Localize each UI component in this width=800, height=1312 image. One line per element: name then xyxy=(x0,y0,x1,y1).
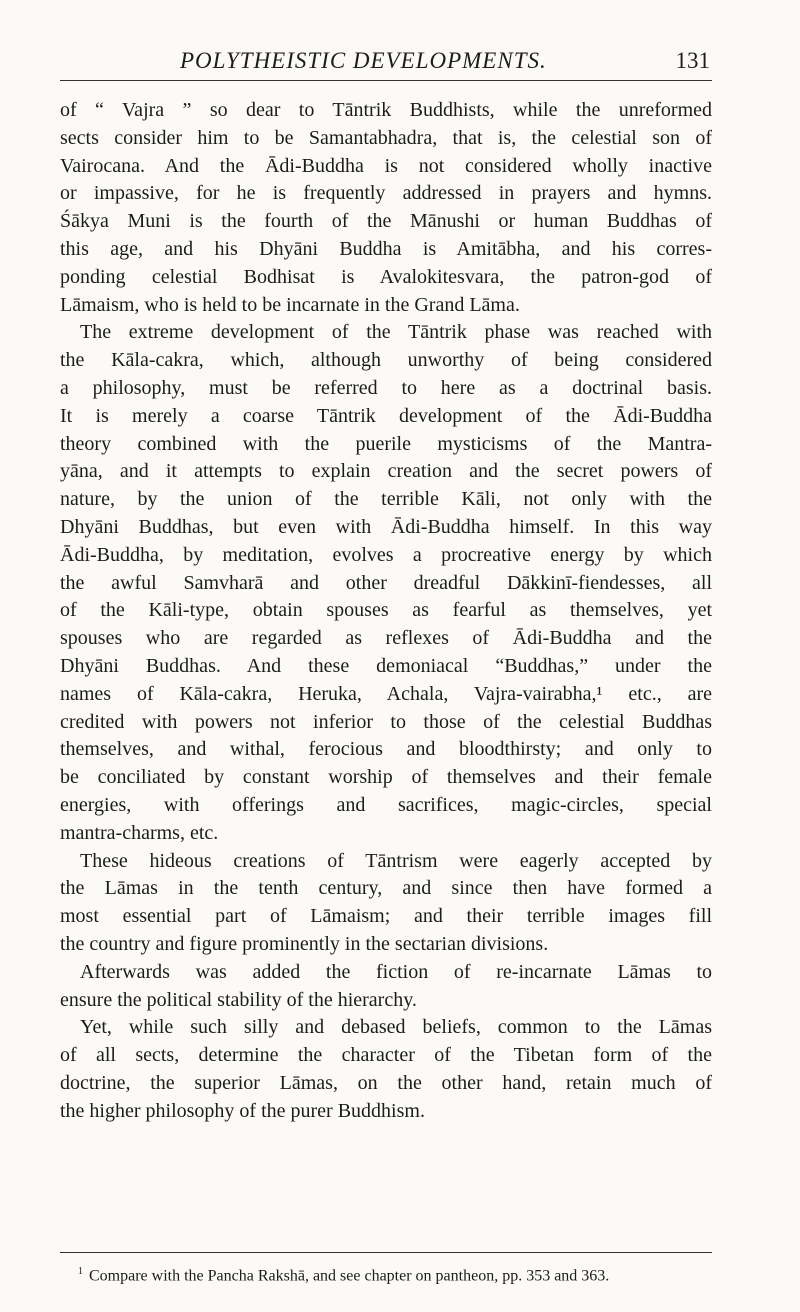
footnote-rule xyxy=(60,1252,712,1253)
text-line: spouses who are regarded as reflexes of Ādi-Buddha and the xyxy=(60,627,712,650)
body-text xyxy=(60,97,712,1125)
text-line: the country and figure prominently in the sectarian divisions. xyxy=(60,932,549,955)
text-line: the higher philosophy of the purer Buddhism. xyxy=(60,1099,425,1122)
text-line: the Lāmas in the tenth century, and since then have formed a xyxy=(60,877,712,900)
text-line: most essential part of Lāmaism; and their terrible images fill xyxy=(60,905,712,928)
text-line: the Kāla-cakra, which, although unworthy of being considered xyxy=(60,349,712,372)
text-line: Ādi-Buddha, by meditation, evolves a procreative energy by which xyxy=(60,543,712,566)
text-line: The extreme development of the Tāntrik phase was reached with xyxy=(80,321,712,344)
page-header xyxy=(60,44,712,84)
text-line: Vairocana. And the Ādi-Buddha is not considered wholly inactive xyxy=(60,154,712,177)
text-line: ponding celestial Bodhisat is Avalokitesvara, the patron-god of xyxy=(60,265,712,288)
running-head: POLYTHEISTIC DEVELOPMENTS. xyxy=(180,48,547,73)
text-line: yāna, and it attempts to explain creation and the secret powers of xyxy=(60,460,712,483)
text-line: the awful Samvharā and other dreadful Dākkinī-fiendesses, all xyxy=(60,571,712,594)
text-line: this age, and his Dhyāni Buddha is Amitābha, and his corres- xyxy=(60,237,712,260)
text-line: names of Kāla-cakra, Heruka, Achala, Vajra-vairabha,¹ etc., are xyxy=(60,682,712,705)
header-rule xyxy=(60,80,712,81)
text-line: Afterwards was added the fiction of re-incarnate Lāmas to xyxy=(80,960,712,983)
text-line: or impassive, for he is frequently addressed in prayers and hymns. xyxy=(60,182,712,205)
text-line: be conciliated by constant worship of themselves and their female xyxy=(60,766,712,789)
text-line: a philosophy, must be referred to here as a doctrinal basis. xyxy=(60,376,712,399)
text-line: of the Kāli-type, obtain spouses as fearful as themselves, yet xyxy=(60,599,712,622)
text-line: energies, with offerings and sacrifices, magic-circles, special xyxy=(60,793,712,816)
footnote-text: Compare with the Pancha Rakshā, and see chapter on pantheon, pp. 353 and 363. xyxy=(89,1267,610,1285)
footnote xyxy=(78,1262,712,1286)
text-line: ensure the political stability of the hierarchy. xyxy=(60,988,417,1011)
text-line: Dhyāni Buddhas, but even with Ādi-Buddha himself. In this way xyxy=(60,515,712,538)
text-line: theory combined with the puerile mysticisms of the Mantra- xyxy=(60,432,712,455)
text-line: Śākya Muni is the fourth of the Mānushi or human Buddhas of xyxy=(60,210,712,233)
text-line: It is merely a coarse Tāntrik development of the Ādi-Buddha xyxy=(60,404,712,427)
text-line: These hideous creations of Tāntrism were eagerly accepted by xyxy=(80,849,712,872)
text-line: mantra-charms, etc. xyxy=(60,821,219,844)
text-line: doctrine, the superior Lāmas, on the other hand, retain much of xyxy=(60,1071,712,1094)
text-line: themselves, and withal, ferocious and bloodthirsty; and only to xyxy=(60,738,712,761)
text-line: of all sects, determine the character of the Tibetan form of the xyxy=(60,1044,712,1067)
text-line: Lāmaism, who is held to be incarnate in the Grand Lāma. xyxy=(60,293,520,316)
page-number: 131 xyxy=(675,48,710,73)
text-line: credited with powers not inferior to those of the celestial Buddhas xyxy=(60,710,712,733)
text-line: Yet, while such silly and debased beliefs, common to the Lāmas xyxy=(80,1016,712,1039)
text-line: of “ Vajra ” so dear to Tāntrik Buddhists, while the unreformed xyxy=(60,99,712,121)
footnote-marker: 1 xyxy=(78,1266,83,1277)
text-line: nature, by the union of the terrible Kāli, not only with the xyxy=(60,488,712,511)
text-line: sects consider him to be Samantabhadra, that is, the celestial son of xyxy=(60,126,712,149)
text-line: Dhyāni Buddhas. And these demoniacal “Buddhas,” under the xyxy=(60,654,712,677)
